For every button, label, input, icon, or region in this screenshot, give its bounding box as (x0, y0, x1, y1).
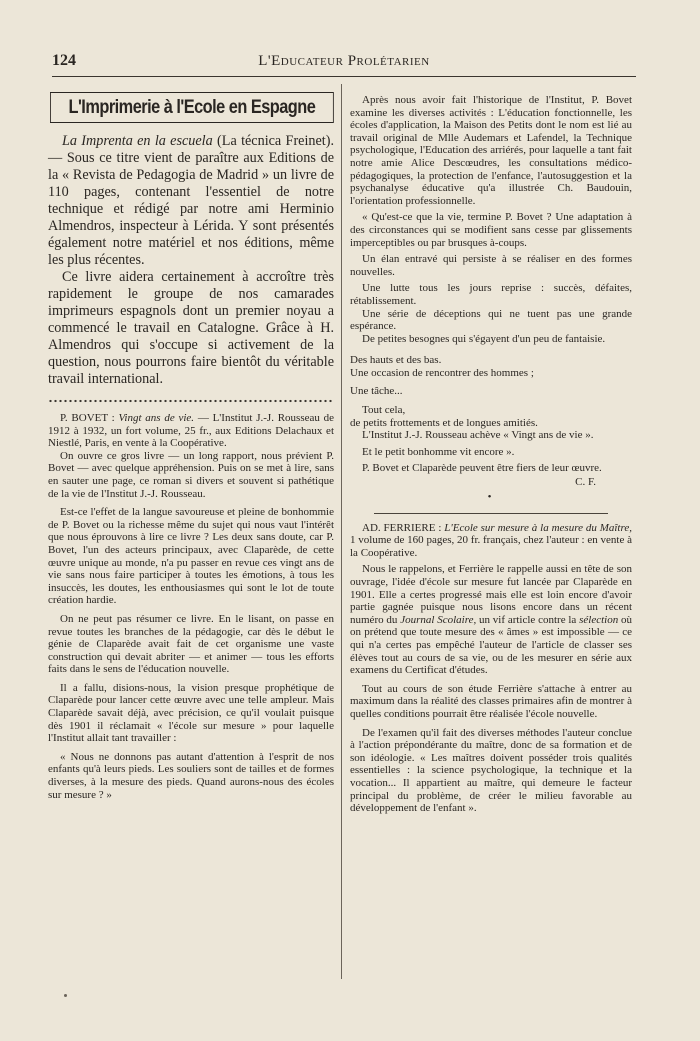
review-quote: Tout cela, (362, 404, 406, 417)
review-signature: C. F. (575, 476, 596, 489)
ornament-divider: • (487, 490, 495, 503)
review-paragraph: P. Bovet et Claparède peuvent être fiers de leur œuvre. (362, 462, 602, 475)
review-quote: L'Institut J.-J. Rousseau achève « Vingt ans de vie ». (362, 429, 594, 442)
review-quote: Un élan entravé qui persiste à se réaliser en des formes nouvelles. (350, 253, 632, 278)
review-quote: Une série de déceptions qui ne tuent pas une grande espérance. (350, 307, 632, 333)
page-header (52, 50, 636, 77)
review-bovet (48, 412, 334, 801)
review-paragraph: Est-ce l'effet de la langue savoureuse et pleine de bonhommie de P. Bovet ou la richesse même du sujet qui nous vaut l'intérêt que nous éprouvons à lire ce livre ? Les deux sans doute, car P. Bovet, l'un des acteurs principaux, avec Claparède, de cette œuvre unique au monde, n'a pu passer en revue ces vingt ans de vie sans nous faire participer à toutes les émotions, à tous les insuccès, les doutes, les enthousiasmes qui sont le lot de toute création hardie. (48, 506, 334, 607)
review-quote: De petites besognes qui s'égayent d'un peu de fantaisie. (362, 332, 606, 345)
review-text: où on prétend que toute mesure des « âmes » est impossible — ce qui n'a certes pas empêché l'auteur de l'article de classer ses élèves tout au cours de sa vie, ou de les mesurer en série aux examens du Certificat d'études. (350, 613, 633, 677)
review-paragraph: De l'examen qu'il fait des diverses méthodes l'auteur conclue à l'action prépondérante du maître, donc de sa formation et de son idéologie. « Les maîtres doivent posséder trois qualités essentielles : la science psychologique, la technique et la vocation... Il appartient au maître, qui demeure le facteur principal du problème, de créer le milieu favorable au développement de l'enfant ». (350, 726, 632, 815)
left-column (48, 84, 334, 801)
emphasis-word: sélection (579, 613, 619, 626)
review-quote: « Qu'est-ce que la vie, termine P. Bovet ? Une adaptation à des circonstances qui se modifient sans cesse par glissements imperceptibles ou par brusques à-coups. (350, 211, 632, 249)
review-quote: Et le petit bonhomme vit encore ». (362, 445, 515, 458)
review-paragraph: On ouvre ce gros livre — un long rapport, nous prévient P. Bovet — avec quelque appréhension. Puis on se met à lire, sans en sauter une page, ce roman si divers et souvent si pathétique de la vie de l'Institut J.-J. Rousseau. (48, 449, 334, 500)
paper-speck (64, 994, 67, 997)
review-quote: Une lutte tous les jours reprise : succès, défaites, rétablissement. (350, 282, 632, 307)
review-lead (350, 522, 632, 560)
article-body (48, 133, 334, 388)
column-divider (341, 84, 342, 979)
article-text: (La técnica Freinet). — Sous ce titre vient de paraître aux Editions de la « Revista de Pedagogia de Madrid » un livre de 110 pages, contenant l'essentiel de notre technique et rédigé par notre ami Herminio Almendros, inspecteur à Lérida. Y sont présentés également notre matériel et nos éditions, même les plus récentes. (48, 133, 335, 268)
review-lead (48, 412, 334, 450)
journal-name: Journal Scolaire, (400, 613, 477, 626)
review-quote: Une occasion de rencontrer des hommes ; (350, 366, 534, 379)
review-paragraph: Il a fallu, disions-nous, la vision presque prophétique de Claparède pour lancer cette œuvre avec une telle ampleur. Mais Claparède savait déjà, avec précision, ce qu'il voulait puisque dès 1901 il réclamait « l'école sur mesure » pour laquelle l'Institut allait tant travailler : (48, 681, 334, 745)
review-paragraph: Après nous avoir fait l'historique de l'Institut, P. Bovet examine les diverses activités : L'éducation fonctionnelle, les écoles d'application, la Maison des Petits dont le nom est lié au travail original de Mlle Audemars et Lafendel, la Technique psychologique, l'Education des arriérés, pour laquelle a tant fait notre amie Alice Descœudres, les consultations médico-pédagogiques, la protection de l'enfance, l'autosuggestion et la psychanalyse éducative qu'a illustrée Ch. Baudouin, l'orientation professionnelle. (350, 94, 632, 207)
journal-title: L'Educateur Prolétarien (258, 53, 430, 69)
review-quote: « Nous ne donnons pas autant d'attention à l'esprit de nos enfants qu'à leurs pieds. Les souliers sont de tailles et de formes diverses, à la mesure des pieds. Quand aurons-nous des écoles sur mesure ? » (48, 750, 334, 801)
review-author: P. BOVET : (60, 412, 119, 424)
review-book-info: 1 volume de 160 pages, 20 fr. français, chez l'auteur : en vente à la Coopérative. (350, 534, 632, 559)
article-title: L'Imprimerie à l'Ecole en Espagne (50, 92, 334, 123)
book-title: La Imprenta en la escuela (62, 133, 213, 149)
review-text: un vif article contre la (476, 613, 580, 626)
article-paragraph (48, 133, 334, 269)
review-quote: Une tâche... (350, 385, 403, 398)
page-number: 124 (52, 52, 76, 69)
review-text: Nous le rappelons, et Ferrière le rappelle aussi en tête de son ouvrage, l'idée d'école sur mesure fut lancée par Claparède en 1901. Elle a certes progressé mais elle est loin encore d'avoir partie gagnée puisque nous lisons encore dans un récent numéro du (350, 563, 632, 626)
article-paragraph: Ce livre aidera certainement à accroître très rapidement le groupe de nos camarades imprimeurs espagnols dont un premier noyau a commencé le travail en Catalogne. Grâce à H. Almendros qui s'occupe si activement de la question, nous pourrons faire bientôt du véritable travail international. (48, 269, 334, 387)
review-paragraph: Tout au cours de son étude Ferrière s'attache à entrer au maximum dans la réalité des classes primaires afin de montrer à quelles conditions pourrait être réalisée l'école nouvelle. (350, 682, 632, 720)
review-book-info: — L'Institut J.-J. Rousseau de 1912 à 1932, un fort volume, 25 fr., aux Editions Delachaux et Niestlé, Paris, en vente à la Coopérative. (48, 412, 335, 450)
review-paragraph (350, 563, 632, 676)
rule-separator (374, 513, 608, 514)
review-ferriere (350, 522, 632, 815)
review-book-title: L'Ecole sur mesure à la mesure du Maître, (444, 521, 632, 534)
review-paragraph: On ne peut pas résumer ce livre. En le lisant, on passe en revue toutes les branches de la pédagogie, car dès le début le génie de Claparède avait fait de cet organisme une vaste construction qui devait abriter — et animer — tous les efforts faits dans le sens de l'éducation nouvelle. (48, 612, 334, 676)
review-quote: de petits frottements et de longues amitiés. (350, 416, 538, 429)
review-author: AD. FERRIERE : (362, 521, 445, 534)
dotted-separator (48, 398, 334, 404)
review-quote: Des hauts et des bas. (350, 354, 442, 367)
review-book-title: Vingt ans de vie. (118, 412, 195, 424)
right-column (350, 84, 632, 815)
